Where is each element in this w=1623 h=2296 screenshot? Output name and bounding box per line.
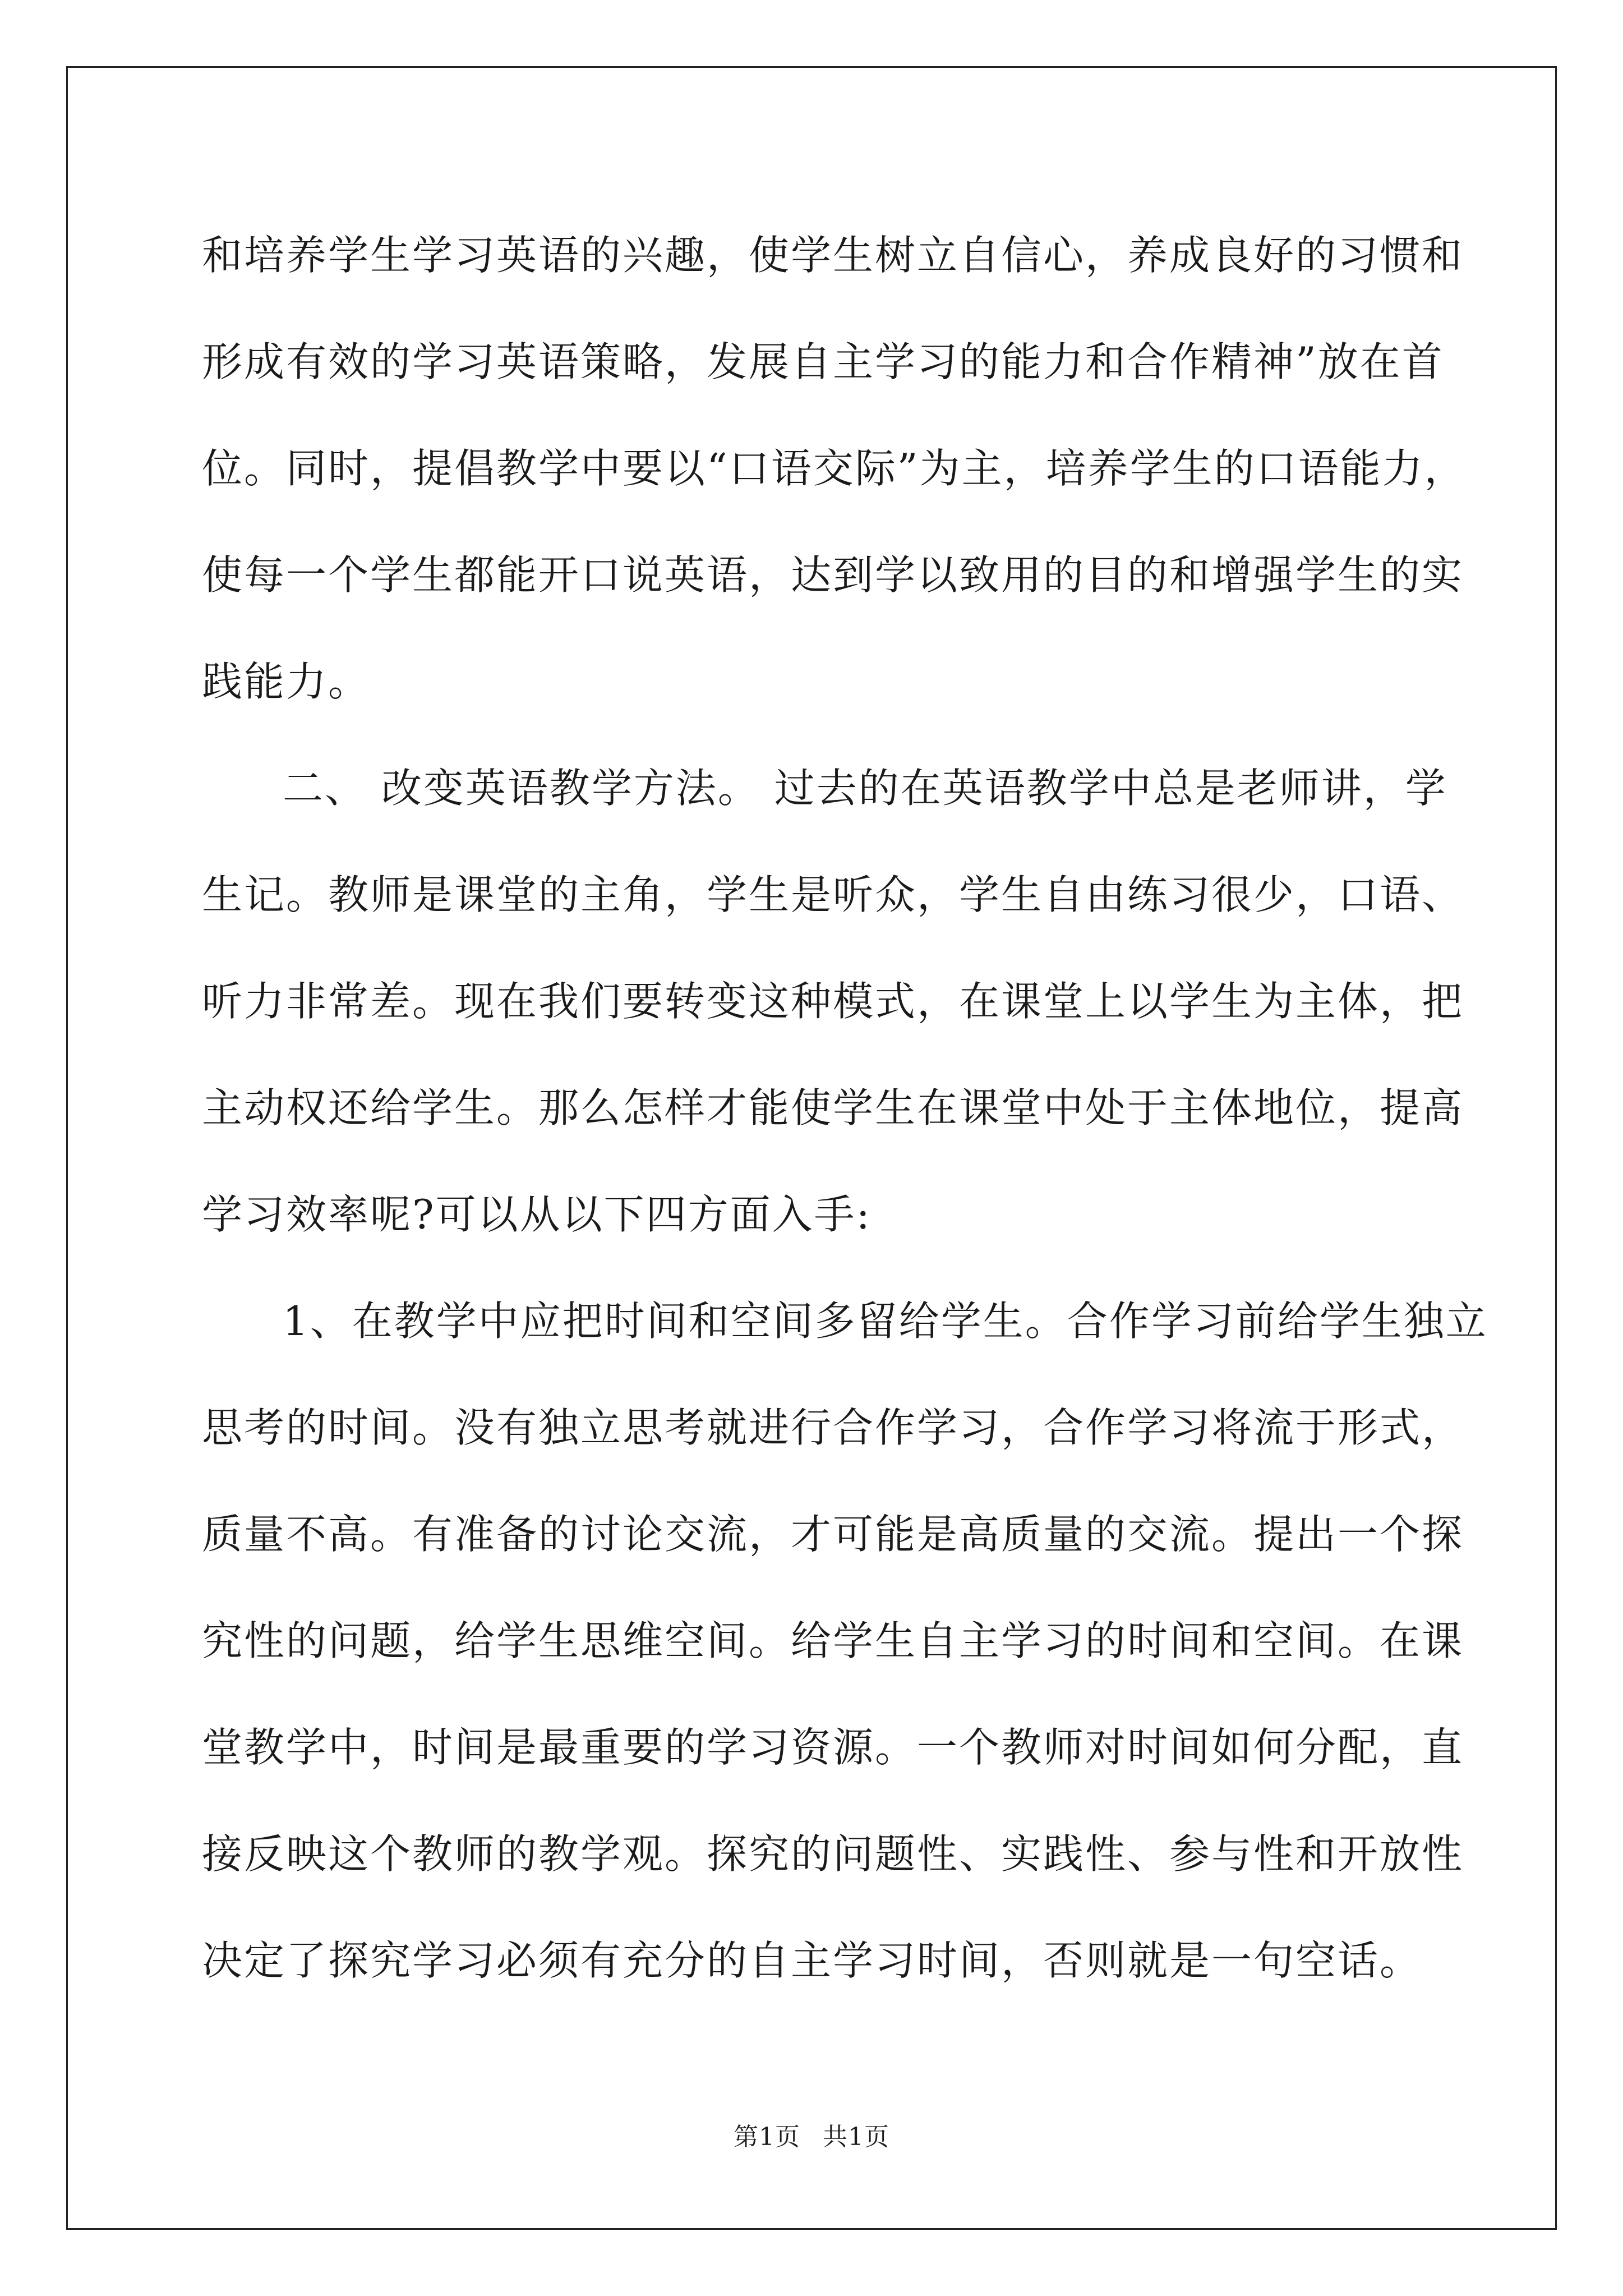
list-item-line: 1、在教学中应把时间和空间多留给学生。合作学习前给学生独立 [283,1297,1488,1345]
text-line: 质量不高。有准备的讨论交流，才可能是高质量的交流。提出一个探 [202,1511,1464,1558]
page-footer [0,2120,1623,2154]
text-line: 形成有效的学习英语策略，发展自主学习的能力和合作精神”放在首 [202,338,1444,385]
text-line: 主动权还给学生。那么怎样才能使学生在课堂中处于主体地位，提高 [202,1084,1464,1131]
text-line: 听力非常差。现在我们要转变这种模式，在课堂上以学生为主体，把 [202,978,1464,1025]
text-line: 和培养学生学习英语的兴趣，使学生树立自信心，养成良好的习惯和 [202,232,1464,279]
text-line: 究性的问题，给学生思维空间。给学生自主学习的时间和空间。在课 [202,1617,1464,1664]
text-line: 思考的时间。没有独立思考就进行合作学习，合作学习将流于形式， [202,1404,1464,1451]
text-line: 接反映这个教师的教学观。探究的问题性、实践性、参与性和开放性 [202,1830,1464,1878]
page-number: 第1页 [734,2123,800,2151]
document-body [202,202,1488,2014]
text-line: 使每一个学生都能开口说英语，达到学以致用的目的和增强学生的实 [202,551,1464,599]
text-line: 堂教学中，时间是最重要的学习资源。一个教师对时间如何分配，直 [202,1724,1464,1771]
section-heading-line: 二、 改变英语教学方法。 过去的在英语教学中总是老师讲，学 [283,765,1447,812]
text-line: 践能力。 [202,658,371,705]
text-line: 决定了探究学习必须有充分的自主学习时间，否则就是一句空话。 [202,1937,1422,1984]
text-line: 位。同时，提倡教学中要以“口语交际”为主，培养学生的口语能力， [202,445,1467,492]
text-line: 学习效率呢?可以从以下四方面入手: [202,1191,872,1238]
text-line: 生记。教师是课堂的主角，学生是听众，学生自由练习很少，口语、 [202,871,1464,918]
page-total: 共1页 [823,2123,889,2151]
